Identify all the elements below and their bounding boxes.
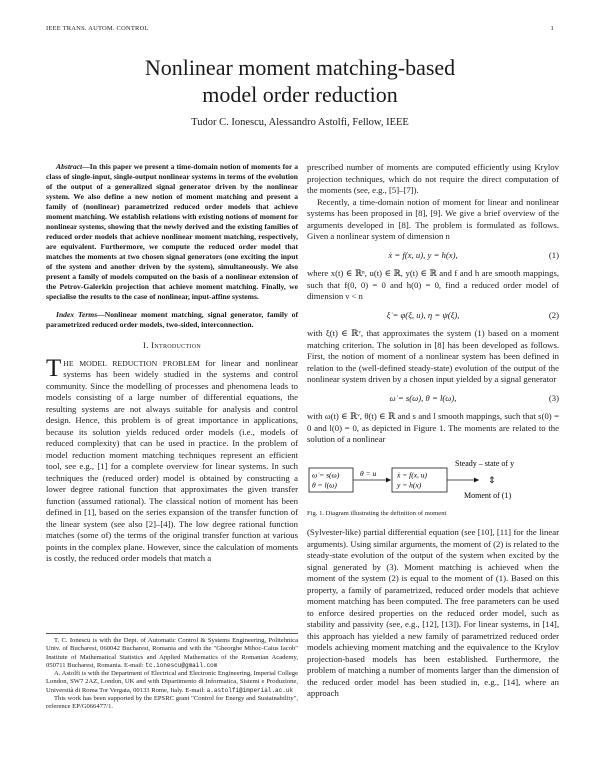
equation-3: ω̇ = s(ω), θ = l(ω), (3) [389, 392, 559, 403]
left-column [46, 162, 298, 565]
equation-2: ξ̇ = φ(ξ, u), η = ψ(ξ), (2) [386, 309, 559, 320]
moment-diagram [307, 456, 559, 504]
author-list: Tudor C. Ionescu, Alessandro Astolfi, Fellow, IEEE [191, 117, 409, 128]
index-terms-lead: Index Terms [56, 310, 98, 319]
generator-eq-2: θ = l(ω) [312, 480, 337, 489]
steady-state-label: Steady – state of y [455, 458, 515, 468]
system-eq-2: y = h(x) [397, 480, 422, 489]
intro-smallcaps: HE MODEL REDUCTION PROBLEM [63, 358, 200, 368]
index-terms-text: —Nonlinear moment matching, signal generator, family of parametrized reduced order models, two-sided, interconnection. [46, 310, 298, 329]
paper-title [60, 54, 540, 108]
footnote-3: This work has been supported by the EPSRC grant "Control for Energy and Sustainability", reference EP/G066477/1. [46, 695, 298, 711]
intro-text: for linear and nonlinear systems has been widely studied in the systems and control community. Since the modelling of processes and phenomena leads to models consisting of a large number of differential equations, the resulting systems are not always suitable for analysis and control design. Hence, this problem is of great importance in applications, because its solution yields reduced order models (i.e., models of reduced complexity) that can be used in practice. In the problem of model reduction moment matching techniques represent an efficient tool, see e.g., [1] for a complete overview for linear systems. In such techniques the (reduced order) model is obtained by constructing a lower degree rational function that approximates the given transfer function (assumed rational). The classical notion of moment has been defined in [1], based on the series expansion of the transfer function of the linear system (see also [2]–[4]). The low degree rational function matches (some of) the terms of the original transfer function at various points in the complex plane. However, since the calculation of moments is costly, the reduced order models that match a [46, 357, 298, 563]
generator-eq-1: ω̇ = s(ω) [312, 470, 340, 479]
abstract-text: —In this paper we present a time-domain notion of moments for a class of single-input, single-output nonlinear systems in terms of the evolution of the output of a generalized signal generator driven by the nonlinear system. We also define a new notion of moment matching and present a family of (nonlinear) parametrized reduced order models that achieve moment matching. We establish relations with existing notions of moment for nonlinear systems, showing that the newly derived and the existing families of reduced order models that achieve nonlinear moment matching, respectively, are equivalent. Furthermore, we compute the reduced order model that matches the moments at two chosen signal generators (one exciting the input of the system and another driven by the system), simultaneously. We also present a family of models computed on the basis of a nonlinear extension of the Petrov-Galerkin projection that achieve moment matching. Finally, we specialise the results to the case of nonlinear, input-affine systems. [46, 162, 298, 301]
section-heading: I. Introduction [143, 340, 201, 350]
intro-paragraph [46, 354, 298, 565]
abstract [46, 162, 298, 302]
page-number: 1 [550, 25, 554, 32]
index-terms [46, 310, 298, 330]
figure-caption: Fig. 1. Diagram illustrating the definition of moment [307, 509, 447, 517]
email-link-1[interactable]: tc.ionescu@gmail.com [145, 661, 218, 669]
drop-cap: T [46, 354, 62, 382]
right-column [307, 162, 559, 700]
right-paragraph-6: (Sylvester-like) partial differential equation (see [10], [11] for the linear arguments). Using similar arguments, the moment of (2) is related to the steady-state evolution of the output of the system when excited by the signal generated by (3). Moment matching is achieved when the moment of the system (2) is equal to the moment of (1). Based on this property, a family of parametrized, reduced order models that achieve moment matching has been computed. The free parameters can be used to enforce desired properties on the reduced order model, such as stability and passivity (see, e.g., [12], [13]). For linear systems, in [14], this approach has yielded a new family of parametrized reduced order models achieving moment matching and the equivalence to the Krylov projection-based models has been established. Furthermore, the problem of matching a number of moments larger than the dimension of the reduced order model has been studied in, e.g., [14], where an approach [307, 527, 559, 698]
right-paragraph-2: Recently, a time-domain notion of moment for linear and nonlinear systems has been proposed in [8], [9]. We give a brief overview of the arguments developed in [8]. The problem is formulated as follows. Given a nonlinear system of dimension n [307, 196, 559, 241]
right-paragraph-3: where x(t) ∈ ℝⁿ, u(t) ∈ ℝ, y(t) ∈ ℝ and f and h are smooth mappings, such that f(0, 0) = 0 and h(0) = 0, find a reduced order model of dimension ν < n [307, 268, 559, 301]
arrow-head-2 [474, 477, 479, 482]
footnotes [46, 633, 298, 712]
right-paragraph-5: with ω(t) ∈ ℝᵛ, θ(t) ∈ ℝ and s and l smooth mappings, such that s(0) = 0 and l(0) = 0, as depicted in Figure 1. The moments are related to the solution of a nonlinear [307, 411, 559, 444]
abstract-lead: Abstract [56, 162, 83, 171]
arrow-head-1 [386, 477, 391, 482]
equivalence-arrow: ⇕ [488, 475, 496, 486]
input-label: θ = u [360, 468, 377, 478]
footnote-rule [46, 633, 298, 634]
footnote-2: A. Astolfi is with the Department of Electrical and Electronic Engineering, Imperial College London, SW7 2AZ, London, UK and with Dipartimento di Informatica, Sistemi e Produzione, Università di Roma Tor Vergata, 00133 Rome, Italy. E-mail: a.astolfi@imperial.ac.uk [46, 670, 298, 694]
running-head [46, 25, 554, 37]
journal-name: IEEE TRANS. AUTOM. CONTROL [46, 25, 149, 32]
right-paragraph-4: with ξ(t) ∈ ℝᵛ, that approximates the system (1) based on a moment matching criterion. The solution in [8] has been developed as follows. First, the notion of moment of a nonlinear system has been defined in relation to the (well-defined steady-state) evolution of the output of the nonlinear system driven by a chosen input yielded by a signal generator [307, 328, 559, 384]
title-line-1: Nonlinear moment matching-based [144, 55, 456, 80]
title-line-2: model order reduction [202, 82, 398, 107]
footnote-1: T. C. Ionescu is with the Dept. of Automatic Control & Systems Engineering, Politehnica Univ. of Bucharest, 060042 Bucharest, Romania and with the "Gheorghe Mihoc-Caius Iacob" Institute of Mathematical Statistics and Applied Mathematics of the Romanian Academy, 050711 Bucharest, Romania. E-mail: tc.ionescu@gmail.com [46, 637, 298, 669]
email-link-2[interactable]: a.astolfi@imperial.ac.uk [206, 686, 294, 694]
equation-1: ẋ = f(x, u), y = h(x), (1) [388, 249, 559, 260]
system-eq-1: ẋ = f(x, u) [397, 470, 428, 479]
right-paragraph-1: prescribed number of moments are computed efficiently using Krylov projection techniques, which do not require the direct computation of the moments (see, e.g., [5]–[7]). [307, 162, 559, 195]
figure-1 [307, 456, 559, 504]
moment-label: Moment of (1) [464, 490, 512, 500]
